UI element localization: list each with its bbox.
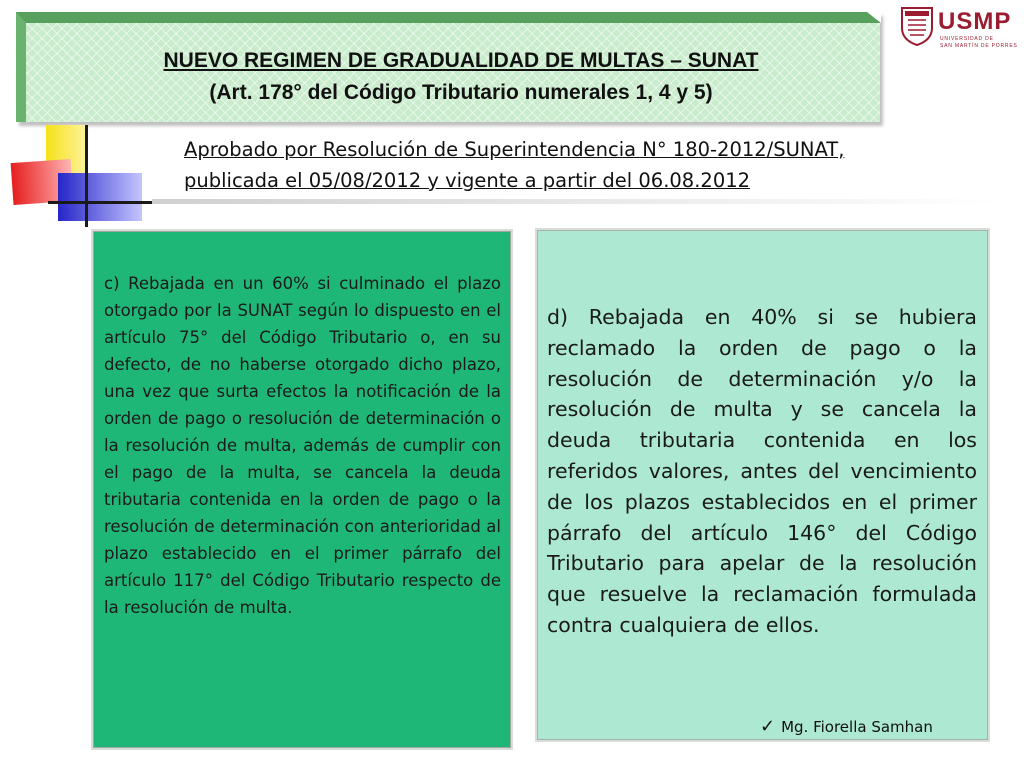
decorative-blocks	[12, 125, 152, 230]
approval-line-2: publicada el 05/08/2012 y vigente a partir del 06.08.2012	[184, 169, 751, 192]
author-note	[760, 716, 933, 737]
author-name: Mg. Fiorella Samhan	[781, 718, 933, 736]
checkmark-icon: ✓	[760, 716, 776, 737]
usmp-logo	[900, 6, 1020, 52]
title-line-1: NUEVO REGIMEN DE GRADUALIDAD DE MULTAS – SUNAT	[163, 49, 759, 72]
logo-text: USMP	[938, 8, 1012, 35]
item-c-text: c) Rebajada en un 60% si culminado el plazo otorgado por la SUNAT según lo dispuesto en el artículo 75° del Código Tributario o, en su defecto, de no haberse otorgado dicho plazo, una vez que surta efectos la notificación de la orden de pago o resolución de determinación o la resolución de multa, además de cumplir con el pago de la multa, se cancela la deuda tributaria contenida en la orden de pago o la resolución de determinación con anterioridad al plazo establecido en el primer párrafo del artículo 117° del Código Tributario respecto de la resolución de multa.	[104, 274, 501, 617]
horizontal-line	[48, 201, 152, 204]
title-line-2: (Art. 178° del Código Tributario numerales 1, 4 y 5)	[209, 81, 713, 104]
approval-note	[184, 134, 974, 196]
title-banner	[16, 12, 880, 122]
vertical-line	[85, 125, 88, 227]
logo-subtitle-1: UNIVERSIDAD DE	[940, 36, 994, 42]
logo-subtitle-2: SAN MARTÍN DE PORRES	[940, 43, 1018, 49]
divider-rule	[152, 199, 997, 204]
approval-line-1: Aprobado por Resolución de Superintendencia N° 180-2012/SUNAT,	[184, 138, 845, 161]
blue-block	[58, 173, 142, 221]
shield-icon	[900, 6, 934, 46]
item-d-text: d) Rebajada en 40% si se hubiera reclamado la orden de pago o la resolución de determinación y/o la resolución de multa y se cancela la deuda tributaria contenida en los referidos valores, antes del vencimiento de los plazos establecidos en el primer párrafo del artículo 146° del Código Tributario para apelar de la resolución que resuelve la reclamación formulada contra cualquiera de ellos.	[547, 305, 977, 637]
